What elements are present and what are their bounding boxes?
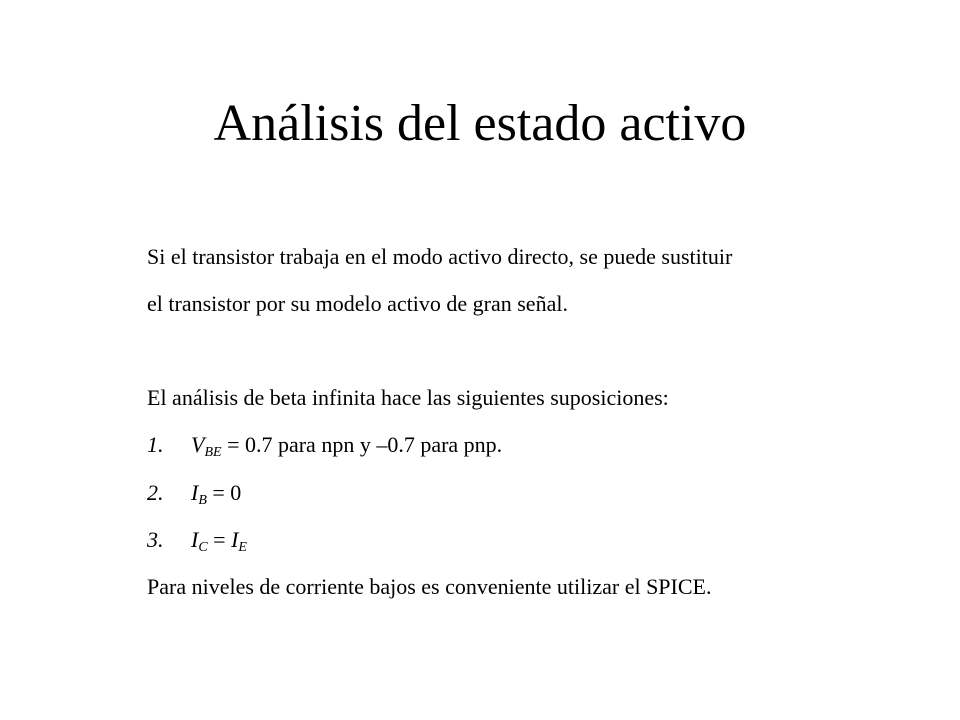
list-item-3-number: 3. <box>147 527 164 552</box>
paragraph-2: El análisis de beta infinita hace las siguientes suposiciones: <box>147 385 669 410</box>
list-item-2 <box>147 479 241 507</box>
list-item-1-variable: V <box>191 432 205 457</box>
list-item-1-subscript: BE <box>204 445 222 460</box>
closing-paragraph: Para niveles de corriente bajos es conveniente utilizar el SPICE. <box>147 574 712 599</box>
list-item-1 <box>147 431 502 459</box>
list-item-3-variable: I <box>191 527 199 552</box>
paragraph-1-line-2: el transistor por su modelo activo de gran señal. <box>147 291 568 316</box>
list-item-2-number: 2. <box>147 480 164 505</box>
paragraph-1-line-1: Si el transistor trabaja en el modo activo directo, se puede sustituir <box>147 244 733 269</box>
list-item-3-equals: = <box>207 527 232 552</box>
list-item-3 <box>147 526 247 554</box>
list-item-3-subscript-2: E <box>238 540 247 555</box>
list-item-2-variable: I <box>191 480 199 505</box>
list-item-1-text: = 0.7 para npn y –0.7 para pnp. <box>221 432 503 457</box>
list-item-3-subscript: C <box>198 540 208 555</box>
list-item-2-subscript: B <box>198 493 207 508</box>
list-item-1-number: 1. <box>147 432 164 457</box>
slide-title: Análisis del estado activo <box>213 95 747 152</box>
list-item-2-text: = 0 <box>206 480 242 505</box>
list-item-3-variable-2: I <box>231 527 239 552</box>
